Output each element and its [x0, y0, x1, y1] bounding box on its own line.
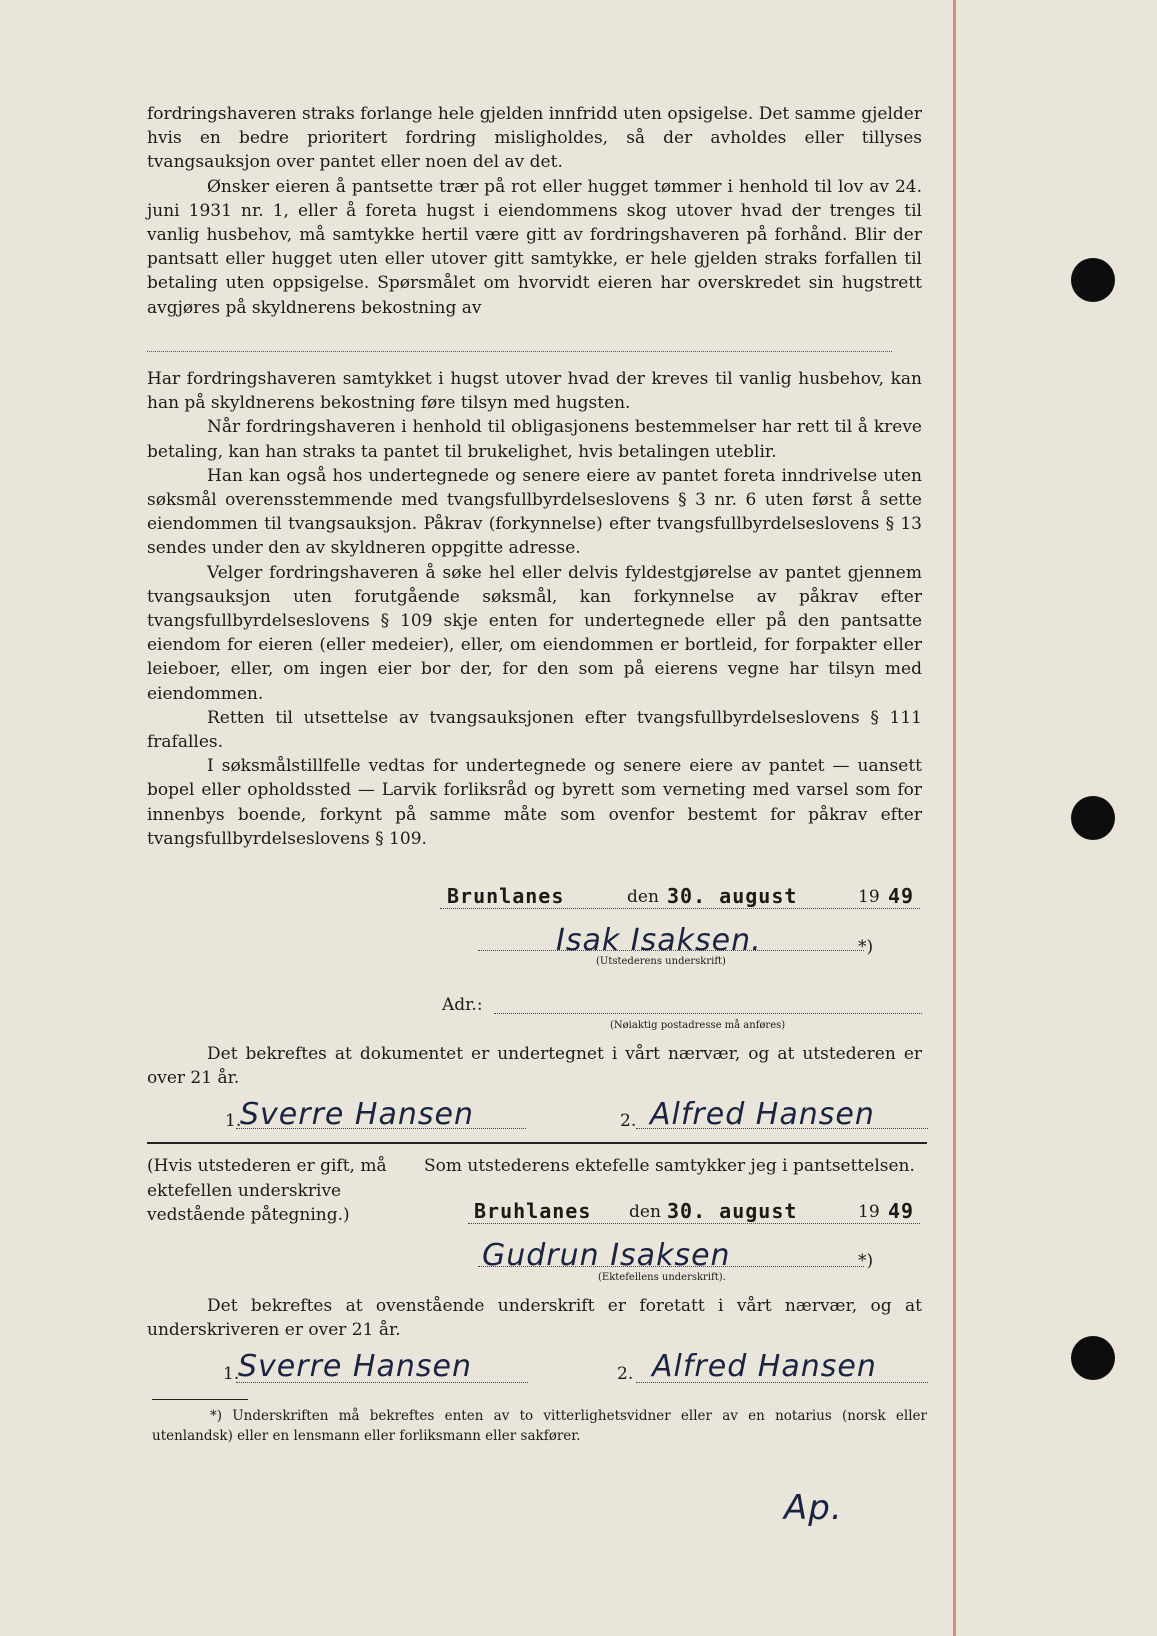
- spouse-year-prefix: 19: [858, 1202, 880, 1222]
- punch-hole: [1071, 796, 1115, 840]
- footnote-rule: [152, 1399, 248, 1400]
- witness-signature: Alfred Hansen: [650, 1097, 875, 1132]
- initials-mark: Ap.: [784, 1488, 843, 1528]
- issuer-caption: (Utstederens underskrift): [596, 956, 726, 967]
- footnote: *) Underskriften må bekreftes enten av to vitterlighetsvidner eller av en notarius (norsk eller utenlandsk) eller en lensmann eller forliksmann eller sakfører.: [152, 1408, 927, 1444]
- paragraph: Velger fordringshaveren å søke hel eller delvis fyldestgjørelse av pantet gjennem tvangsauksjon uten forutgående søksmål, kan forkynnelse av påkrav efter tvangsfullbyrdelseslovens § 109 skje enten for undertegnede eller på den pantsatte eiendom for eieren (eller medeier), eller, om eiendommen er bortleid, for forpakter eller leieboer, eller, om ingen eier bor der, for den som på eierens vegne har tilsyn med eiendommen.: [147, 562, 922, 704]
- issuer-den: den: [627, 887, 659, 907]
- punch-hole: [1071, 1336, 1115, 1380]
- margin-line: [953, 0, 956, 1636]
- paragraph: Ønsker eieren å pantsette trær på rot eller hugget tømmer i henhold til lov av 24. juni 1931 nr. 1, eller å foreta hugst i eiendommens skog utover hvad der trenges til vanlig husbehov, må samtykke hertil være gitt av fordringshaveren på forhånd. Blir der pantsatt eller hugget uten eller utover gitt samtykke, er hele gjelden straks forfallen til betaling uten oppsigelse. Spørsmålet om hvorvidt eieren har overskredet sin hugstrett avgjøres på skyldnerens bekostning av: [147, 176, 922, 318]
- spouse-year: 49: [888, 1199, 915, 1223]
- witness-number: 1.: [223, 1364, 240, 1384]
- issuer-signature: Isak Isaksen.: [556, 923, 762, 958]
- paragraph-block-1: [147, 102, 922, 320]
- witness-statement-1: Det bekreftes at dokumentet er undertegnet i vårt nærvær, og at utstederen er over 21 år.: [147, 1044, 922, 1089]
- witness-number: 2.: [620, 1111, 637, 1131]
- spouse-date: 30. august: [667, 1199, 798, 1223]
- paragraph: Har fordringshaveren samtykket i hugst utover hvad der kreves til vanlig husbehov, kan han på skyldnerens bekostning føre tilsyn med hugsten.: [147, 369, 922, 414]
- paragraph: fordringshaveren straks forlange hele gjelden innfridd uten opsigelse. Det samme gjelder hvis en bedre prioritert fordring misligholdes, så der avholdes eller tillyses tvangsauksjon over pantet eller noen del av det.: [147, 104, 922, 173]
- issuer-year: 49: [888, 884, 915, 908]
- witness-statement-2: Det bekreftes at ovenstående underskrift er foretatt i vårt nærvær, og at underskriveren er over 21 år.: [147, 1296, 922, 1341]
- spouse-den: den: [629, 1202, 661, 1222]
- address-caption: (Nøiaktig postadresse må anføres): [610, 1020, 786, 1031]
- issuer-year-prefix: 19: [858, 887, 880, 907]
- paragraph: I søksmålstillfelle vedtas for undertegnede og senere eiere av pantet — uansett bopel eller opholdssted — Larvik forliksråd og byrett som verneting med varsel som for innenbys boende, forkynt på samme måte som ovenfor bestemt for påkrav efter tvangsfullbyrdelseslovens § 109.: [147, 756, 922, 849]
- paragraph: Når fordringshaveren i henhold til obligasjonens bestemmelser har rett til å kreve betaling, kan han straks ta pantet til brukelighet, hvis betalingen uteblir.: [147, 417, 922, 462]
- witness-signature: Sverre Hansen: [240, 1097, 474, 1132]
- spouse-place: Bruhlanes: [474, 1199, 592, 1223]
- witness-number: 2.: [617, 1364, 634, 1384]
- asterisk-mark: *): [858, 1251, 874, 1271]
- issuer-place: Brunlanes: [447, 884, 565, 908]
- paragraph-block-2: [147, 367, 922, 851]
- paragraph: Retten til utsettelse av tvangsauksjonen efter tvangsfullbyrdelseslovens § 111 frafalles.: [147, 707, 922, 753]
- section-divider: [147, 1142, 927, 1144]
- paragraph: Han kan også hos undertegnede og senere eiere av pantet foreta inndrivelse uten søksmål overensstemmende med tvangsfullbyrdelseslovens § 3 nr. 6 uten først å sette eiendommen til tvangsauksjon. Påkrav (forkynnelse) efter tvangsfullbyrdelseslovens § 13 sendes under den av skyldneren oppgitte adresse.: [147, 465, 922, 559]
- address-label: Adr.:: [442, 995, 483, 1015]
- spouse-signature: Gudrun Isaksen: [482, 1238, 731, 1273]
- spouse-caption: (Ektefellens underskrift).: [598, 1272, 726, 1283]
- witness-signature: Sverre Hansen: [238, 1349, 472, 1384]
- punch-hole: [1071, 258, 1115, 302]
- asterisk-mark: *): [858, 937, 874, 957]
- spouse-note: (Hvis utstederen er gift, må ektefellen underskrive vedstående påtegning.): [147, 1156, 387, 1225]
- spouse-consent: Som utstederens ektefelle samtykker jeg i pantsettelsen.: [424, 1156, 915, 1176]
- witness-number: 1.: [225, 1111, 242, 1131]
- issuer-date: 30. august: [667, 884, 798, 908]
- dotted-line: [147, 351, 892, 352]
- witness-signature: Alfred Hansen: [652, 1349, 877, 1384]
